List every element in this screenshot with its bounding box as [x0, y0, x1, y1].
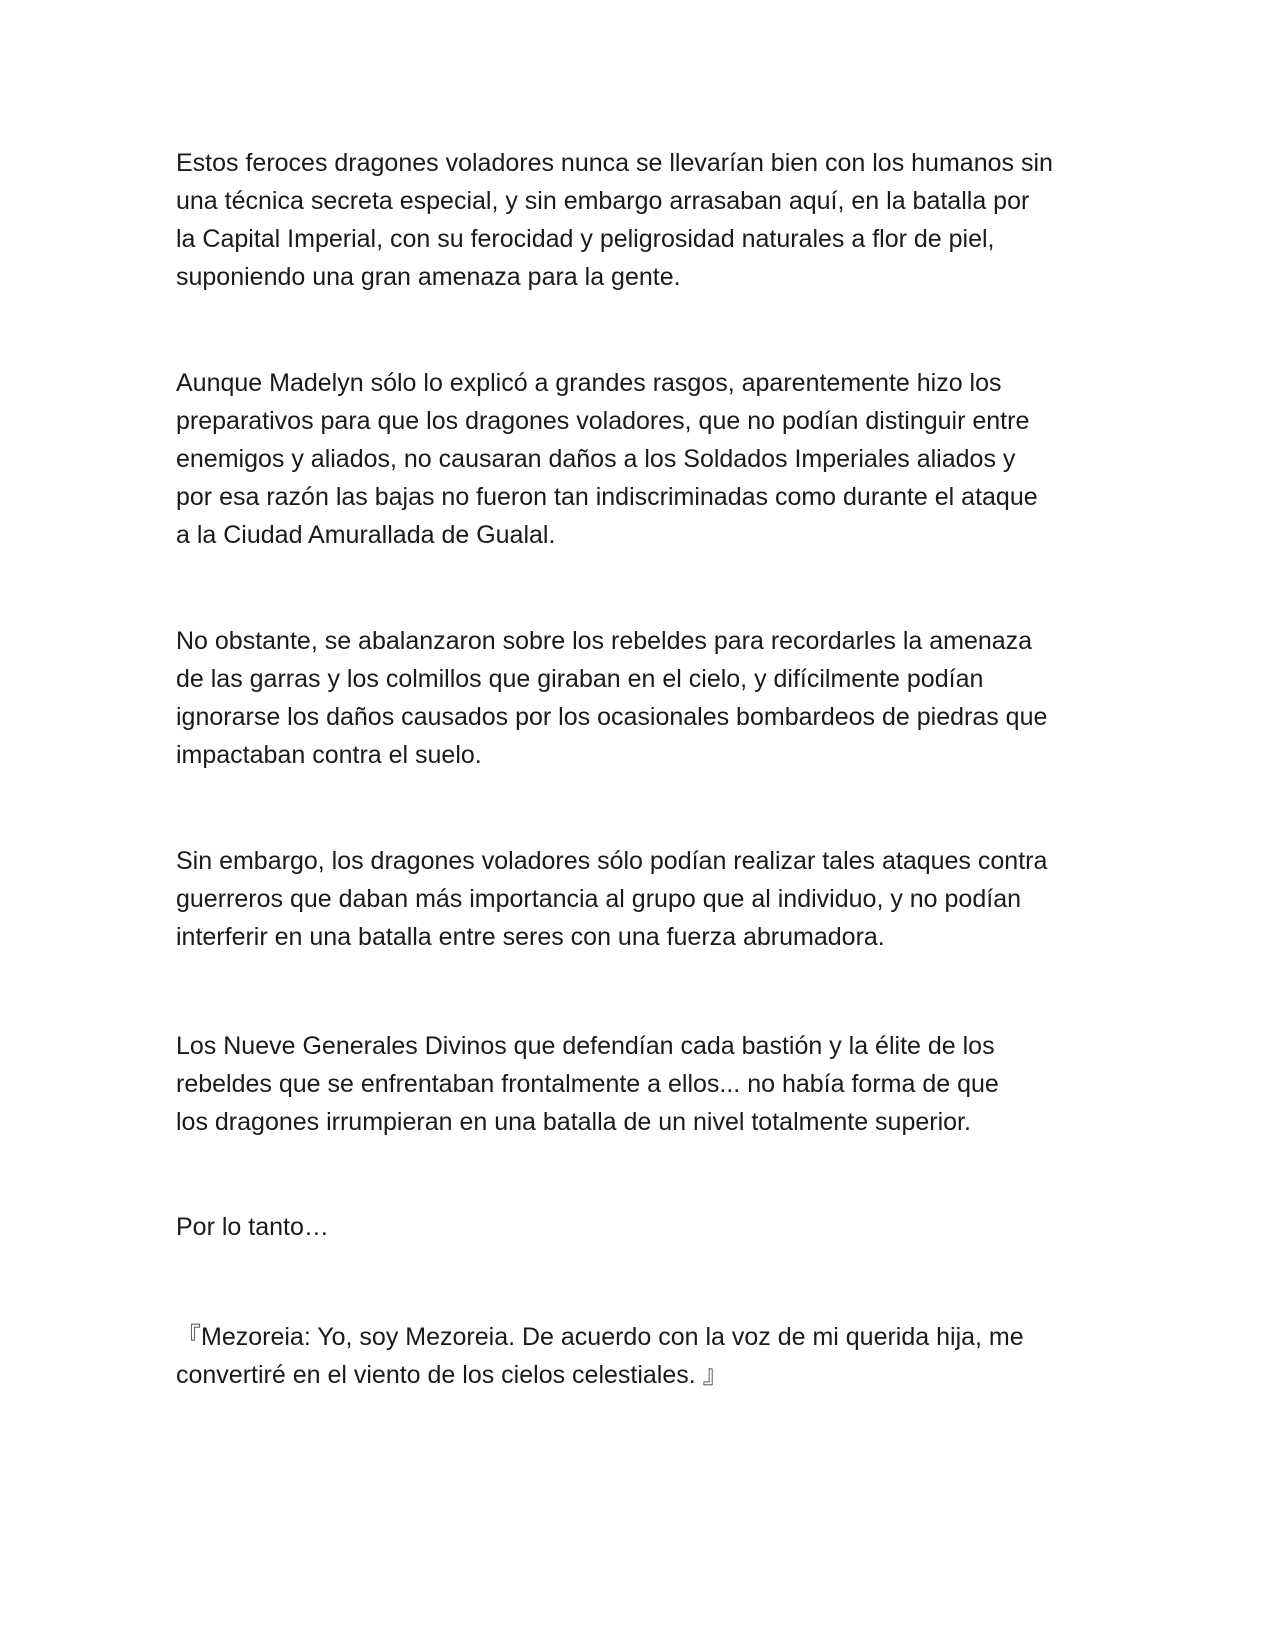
- paragraph-line: Por lo tanto…: [176, 1213, 329, 1241]
- paragraph-line: ignorarse los daños causados por los ocasionales bombardeos de piedras que: [176, 703, 1048, 731]
- paragraph-line: Sin embargo, los dragones voladores sólo podían realizar tales ataques contra: [176, 847, 1048, 875]
- paragraph-line: Aunque Madelyn sólo lo explicó a grandes rasgos, aparentemente hizo los: [176, 369, 1002, 397]
- paragraph-line: impactaban contra el suelo.: [176, 741, 482, 769]
- paragraph-line: rebeldes que se enfrentaban frontalmente a ellos... no había forma de que: [176, 1070, 999, 1098]
- paragraph-line: los dragones irrumpieran en una batalla de un nivel totalmente superior.: [176, 1108, 971, 1136]
- paragraph-line: guerreros que daban más importancia al grupo que al individuo, y no podían: [176, 885, 1021, 913]
- paragraph-5: [176, 1027, 1116, 1141]
- paragraph-line: No obstante, se abalanzaron sobre los rebeldes para recordarles la amenaza: [176, 627, 1033, 655]
- paragraph-7-dialogue: [176, 1318, 1116, 1394]
- paragraph-line: suponiendo una gran amenaza para la gente.: [176, 263, 681, 291]
- paragraph-line: enemigos y aliados, no causaran daños a los Soldados Imperiales aliados y: [176, 445, 1016, 473]
- paragraph-2: [176, 364, 1116, 554]
- paragraph-3: [176, 622, 1116, 774]
- paragraph-line: preparativos para que los dragones voladores, que no podían distinguir entre: [176, 407, 1030, 435]
- paragraph-line: de las garras y los colmillos que giraban en el cielo, y difícilmente podían: [176, 665, 984, 693]
- paragraph-4: [176, 842, 1116, 956]
- paragraph-6: [176, 1208, 1116, 1246]
- paragraph-line: por esa razón las bajas no fueron tan indiscriminadas como durante el ataque: [176, 483, 1038, 511]
- paragraph-line: la Capital Imperial, con su ferocidad y peligrosidad naturales a flor de piel,: [176, 225, 995, 253]
- paragraph-line: interferir en una batalla entre seres con una fuerza abrumadora.: [176, 923, 885, 951]
- paragraph-line: una técnica secreta especial, y sin embargo arrasaban aquí, en la batalla por: [176, 187, 1030, 215]
- paragraph-line: Los Nueve Generales Divinos que defendían cada bastión y la élite de los: [176, 1032, 995, 1060]
- paragraph-line: 『Mezoreia: Yo, soy Mezoreia. De acuerdo con la voz de mi querida hija, me: [176, 1323, 1024, 1351]
- paragraph-1: [176, 144, 1116, 296]
- paragraph-line: a la Ciudad Amurallada de Gualal.: [176, 521, 556, 549]
- paragraph-line: convertiré en el viento de los cielos celestiales. 』: [176, 1361, 728, 1389]
- paragraph-line: Estos feroces dragones voladores nunca se llevarían bien con los humanos sin: [176, 149, 1053, 177]
